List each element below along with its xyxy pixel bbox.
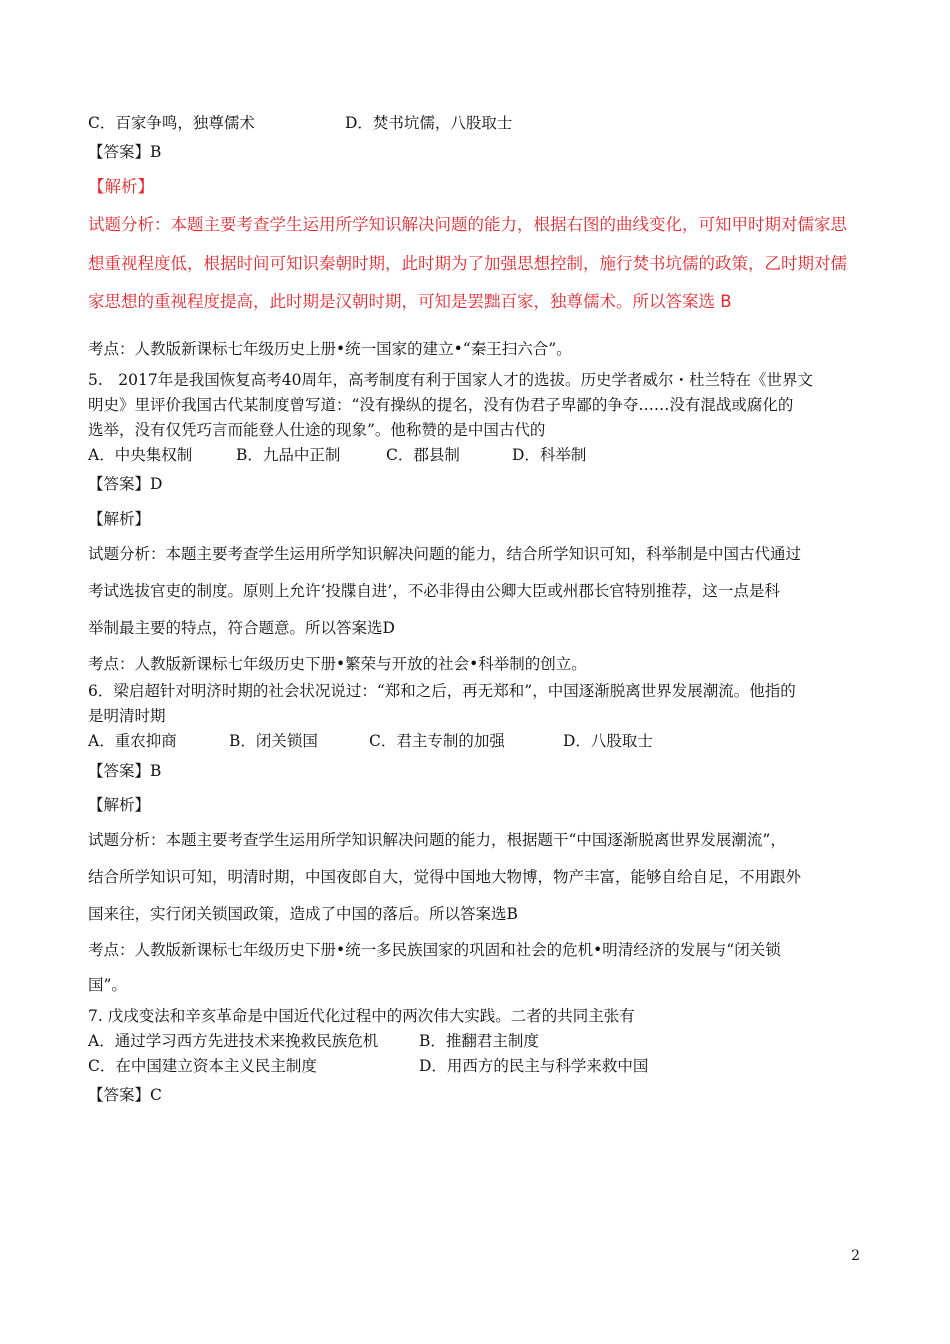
q5-kaodian: 考点：人教版新课标七年级历史下册•繁荣与开放的社会•科举制的创立。 <box>88 655 587 673</box>
q5-analysis-line-2: 考试选拔官吏的制度。原则上允许‘投牒自进’，不必非得由公卿大臣或州郡长官特别推荐，这一点是科 <box>88 582 780 600</box>
q7-option-d: D．用西方的民主与科学来救中国 <box>419 1057 649 1075</box>
q5-option-d: D．科举制 <box>512 446 587 464</box>
q6-option-d: D．八股取士 <box>563 732 653 750</box>
q7-stem: 7. 戊戌变法和辛亥革命是中国近代化过程中的两次伟大实践。二者的共同主张有 <box>88 1007 635 1025</box>
q6-option-b: B．闭关锁国 <box>229 732 318 750</box>
q6-analysis-line-3: 国来往，实行闭关锁国政策，造成了中国的落后。所以答案选B <box>88 905 518 923</box>
q6-analysis-line-2: 结合所学知识可知，明清时期，中国夜郎自大，觉得中国地大物博，物产丰富，能够自给自足，不用跟外 <box>88 868 802 886</box>
q4-jiexi-heading: 【解析】 <box>88 177 154 196</box>
q7-option-c: C．在中国建立资本主义民主制度 <box>88 1057 317 1075</box>
page-number: 2 <box>851 1248 860 1264</box>
q5-option-b: B．九品中正制 <box>236 446 341 464</box>
q5-jiexi-heading: 【解析】 <box>88 510 151 528</box>
q6-option-a: A．重农抑商 <box>88 732 177 750</box>
q5-answer: 【答案】D <box>88 475 163 493</box>
q7-answer: 【答案】C <box>88 1086 162 1104</box>
q7-option-a: A．通过学习西方先进技术来挽救民族危机 <box>88 1032 379 1050</box>
q6-stem-line-2: 是明清时期 <box>88 707 166 725</box>
q6-analysis-line-1: 试题分析：本题主要考查学生运用所学知识解决问题的能力，根据题干“中国逐渐脱离世界发展潮流”， <box>88 831 786 849</box>
q4-analysis-line-1: 试题分析：本题主要考查学生运用所学知识解决问题的能力，根据右图的曲线变化，可知甲时期对儒家思 <box>88 215 847 234</box>
q4-option-c: C．百家争鸣，独尊儒术 <box>88 114 255 132</box>
q6-option-c: C．君主专制的加强 <box>369 732 505 750</box>
q4-analysis-line-2: 想重视程度低，根据时间可知识秦朝时期，此时期为了加强思想控制，施行焚书坑儒的政策，乙时期对儒 <box>88 254 847 273</box>
q5-stem-line-2: 明史》里评价我国古代某制度曾写道：“没有操纵的提名，没有伪君子卑鄙的争夺……没有混战或腐化的 <box>88 396 794 414</box>
q5-option-a: A．中央集权制 <box>88 446 193 464</box>
q6-stem-line-1: 6．梁启超针对明济时期的社会状况说过：“郑和之后，再无郑和”，中国逐渐脱离世界发展潮流。他指的 <box>88 682 796 700</box>
q4-answer: 【答案】B <box>88 143 162 161</box>
q6-kaodian-line-1: 考点：人教版新课标七年级历史下册•统一多民族国家的巩固和社会的危机•明清经济的发展与“闭关锁 <box>88 941 781 959</box>
q5-stem-line-3: 选举，没有仅凭巧言而能登人仕途的现象”。他称赞的是中国古代的 <box>88 421 546 439</box>
q5-stem-line-1: 5. 2017年是我国恢复高考40周年，高考制度有利于国家人才的选拔。历史学者威尔・杜兰特在《世界文 <box>88 371 813 389</box>
q7-option-b: B．推翻君主制度 <box>419 1032 539 1050</box>
q5-analysis-line-1: 试题分析：本题主要考查学生运用所学知识解决问题的能力，结合所学知识可知，科举制是中国古代通过 <box>88 545 802 563</box>
q4-option-d: D．焚书坑儒，八股取士 <box>345 114 513 132</box>
q6-kaodian-line-2: 国”。 <box>88 976 127 994</box>
q4-kaodian: 考点：人教版新课标七年级历史上册•统一国家的建立•“秦王扫六合”。 <box>88 340 572 358</box>
q5-option-c: C．郡县制 <box>386 446 460 464</box>
q4-analysis-line-3: 家思想的重视程度提高，此时期是汉朝时期，可知是罢黜百家，独尊儒术。所以答案选 B <box>88 292 732 311</box>
q6-jiexi-heading: 【解析】 <box>88 796 151 814</box>
q5-analysis-line-3: 举制最主要的特点，符合题意。所以答案选D <box>88 619 395 637</box>
q6-answer: 【答案】B <box>88 762 162 780</box>
